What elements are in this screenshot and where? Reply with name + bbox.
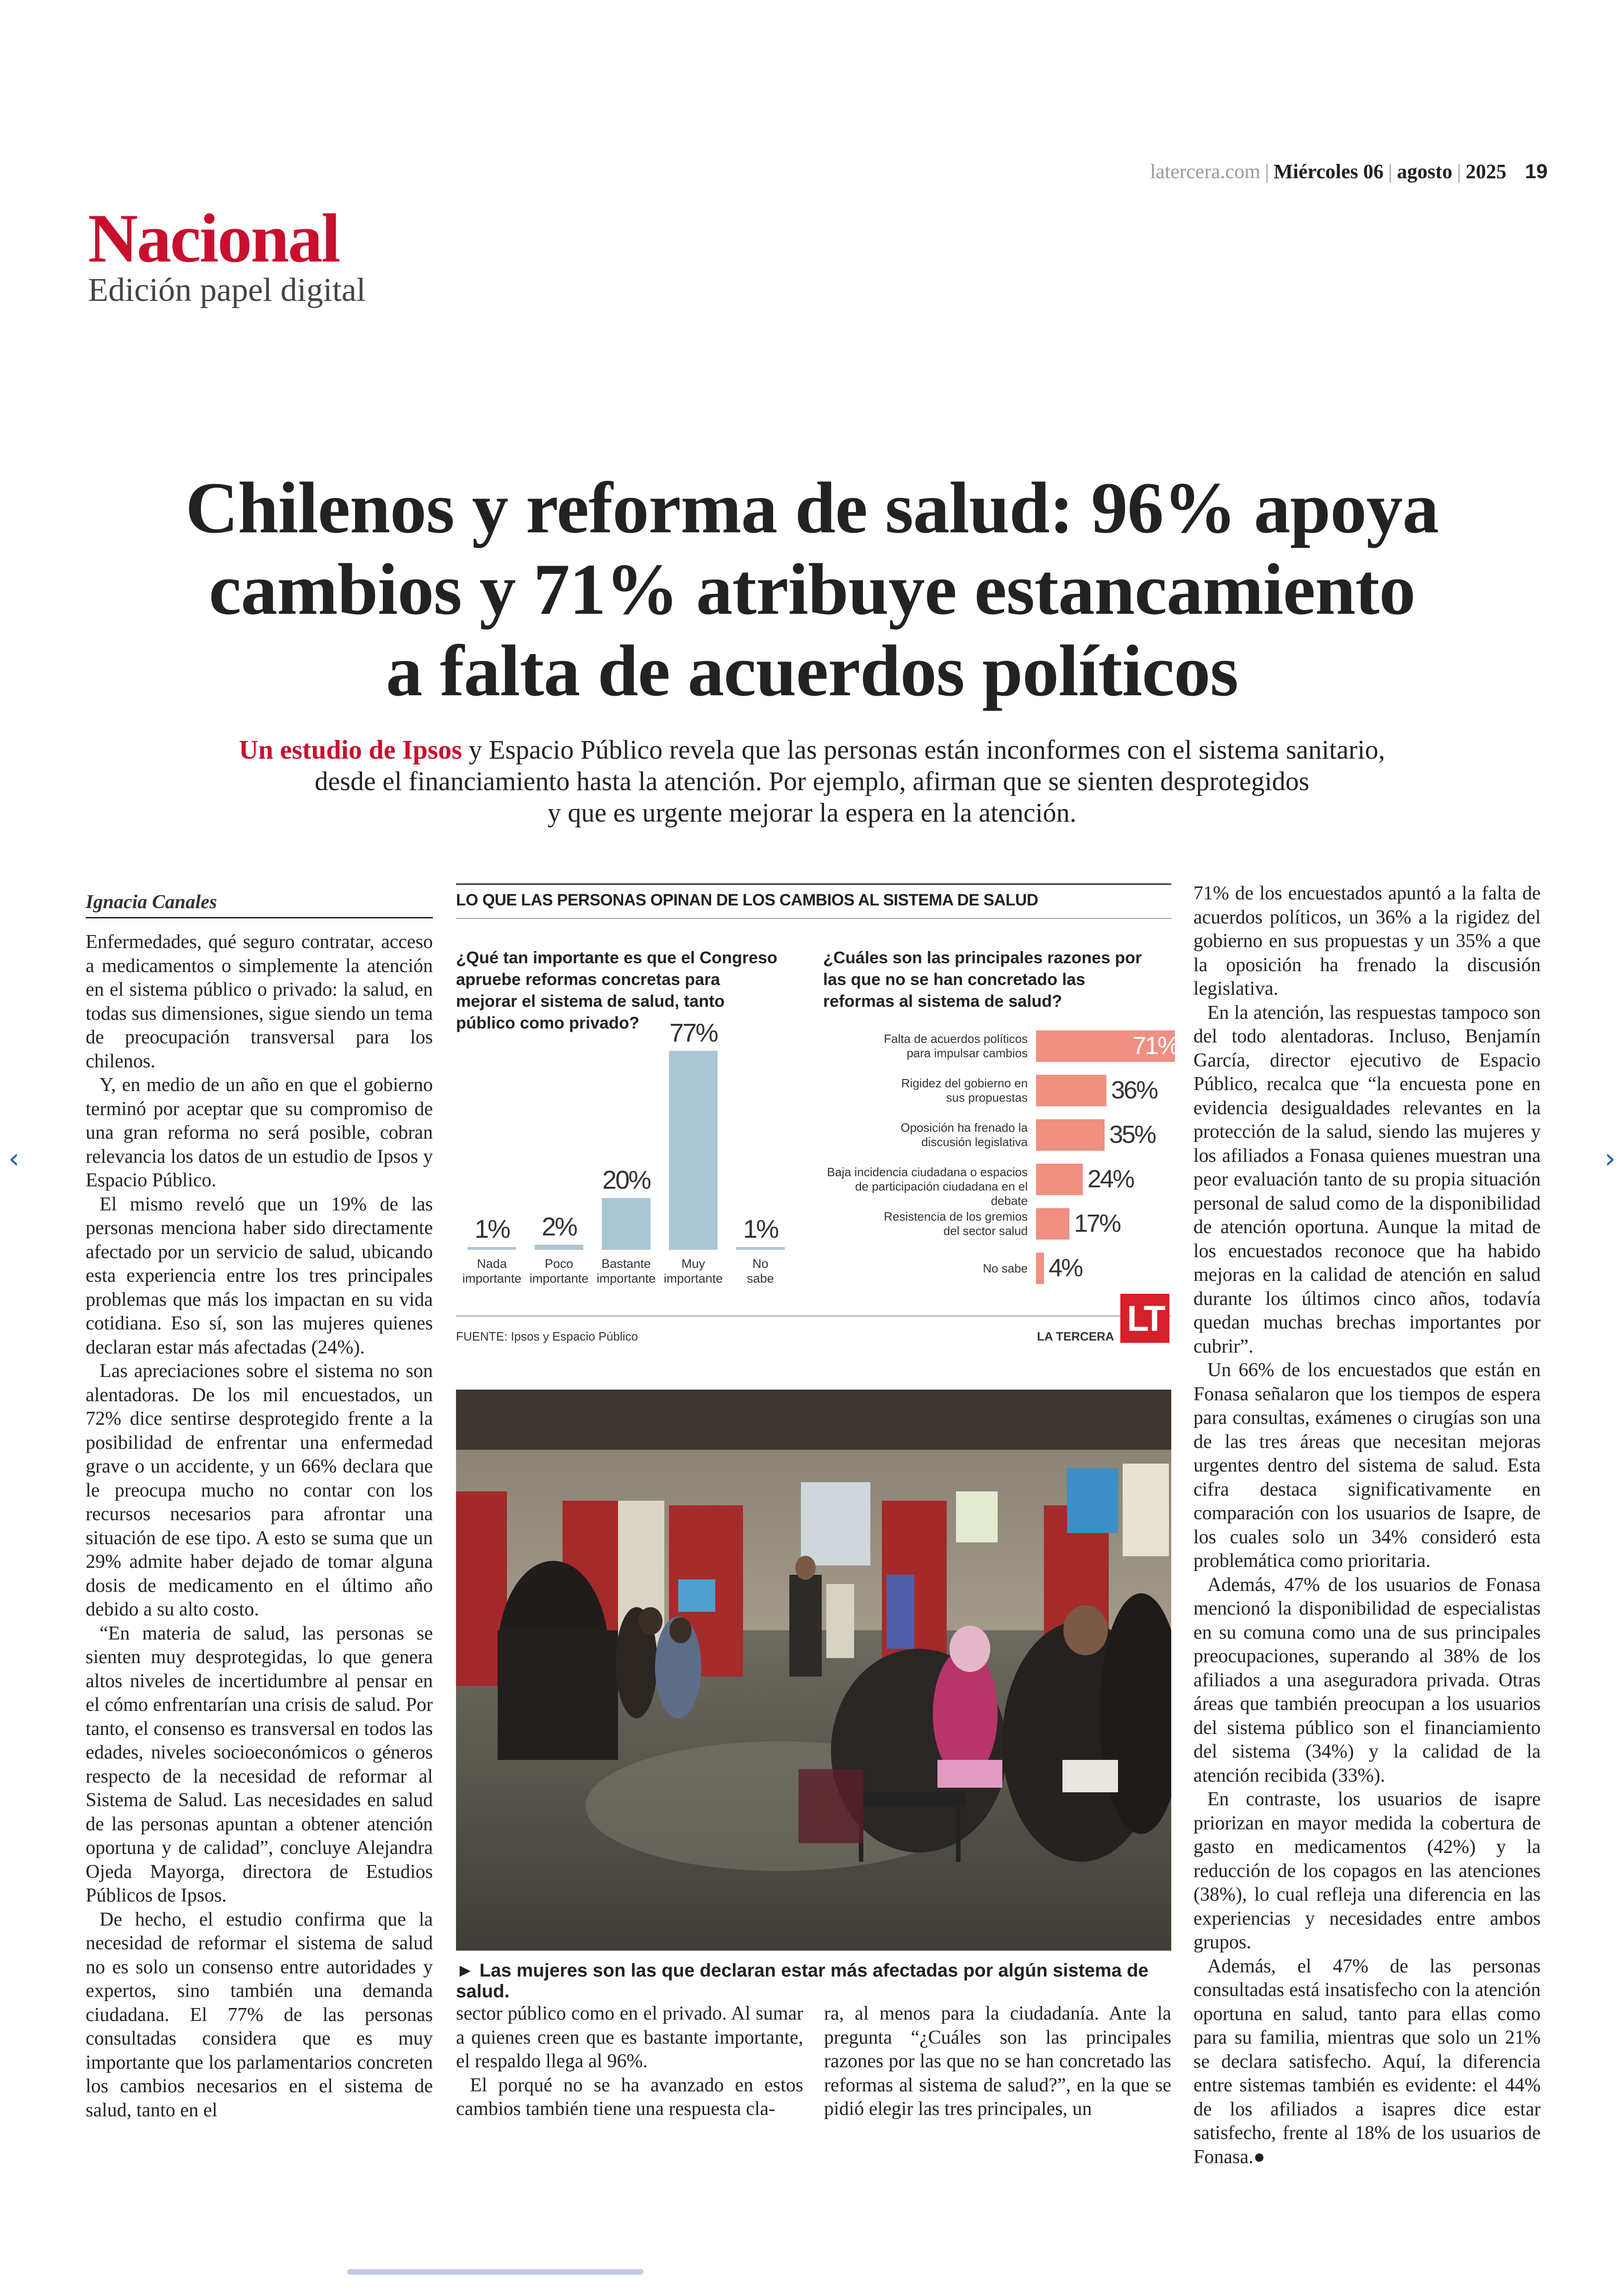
chart2-bar — [1036, 1075, 1106, 1106]
page-header-line: latercera.com | Miércoles 06 | agosto | 2025 19 — [1150, 160, 1548, 183]
chart1-value-label: 77% — [669, 1018, 718, 1047]
chart1-bar — [602, 1198, 650, 1250]
chart2-category-line: Rigidez del gobierno en — [901, 1076, 1028, 1090]
paragraph: Y, en medio de un año en que el gobierno terminó por aceptar que su compromiso de una gran reforma no será posible, cobran relevancia los datos de un estudio de Ipsos y Espacio Público. — [86, 1074, 433, 1191]
paragraph: En contraste, los usuarios de isapre priorizan en mayor medida la cobertura de gasto en medicamentos (42%) y la reducción de los copagos en las atenciones (38%), lo cual refleja una diferencia en las experiencias y necesidades entre ambos grupos. — [1193, 1789, 1541, 1953]
scroll-progress-bar[interactable] — [347, 2269, 643, 2275]
paragraph: “En materia de salud, las personas se sienten muy desprotegidas, lo que genera altos niveles de incertidumbre al pensar en el cómo enfrentarían una crisis de salud. Por tanto, el consenso es transversal en todos las edades, niveles socioeconómicos o géneros respecto de la necesidad de reformar al Sistema de Salud. Las necesidades en salud de las personas apuntan a obtener atención oportuna y de calidad”, concluye Alejandra Ojeda Mayorga, directora de Estudios Públicos de Ipsos. — [86, 1622, 433, 1906]
chart1-bar — [468, 1247, 516, 1250]
waiting-room-photo — [456, 1390, 1171, 1951]
paragraph-text: Además, el 47% de las personas consultadas está insatisfecho con la atención oportuna en salud, tanto para ellas como para su familia, mientras que solo un 21% se declara satisfecho. Aquí, la diferencia entre sistemas también es evidente: el 44% de los afiliados a isapres dice estar satisfecho, frente al 18% de los usuarios de Fonasa. — [1193, 1955, 1541, 2168]
chart1-value-label: 1% — [743, 1214, 778, 1243]
chart2-category-line: de participación ciudadana en el debate — [855, 1179, 1028, 1208]
chart1-category-line: Nada — [477, 1257, 507, 1271]
chart1-bar — [535, 1245, 583, 1250]
chart1-category-label — [659, 1256, 728, 1286]
paragraph: El mismo reveló que un 19% de las personas menciona haber sido directamente afectado por un servicio de salud, ubicando esta experiencia entre los tres principales problemas que más los impactan en su vida cotidiana. Eso sí, son las mujeres quienes declaran estar más afectadas (24%). — [86, 1193, 433, 1358]
chart1-category-line: No — [752, 1257, 768, 1271]
chart2-value-label: 4% — [1049, 1254, 1082, 1282]
edition-label: Edición papel digital — [88, 271, 366, 308]
chart2-bar — [1036, 1119, 1105, 1151]
infographic-top-rule — [456, 883, 1171, 885]
deck-text: desde el financiamiento hasta la atención. Por ejemplo, afirman que se sienten desprotegidos — [314, 766, 1310, 796]
section-title: Nacional — [88, 200, 339, 277]
chart1-category-label — [525, 1256, 594, 1286]
chart1-category-line: sabe — [747, 1272, 774, 1285]
header-year: 2025 — [1466, 160, 1507, 183]
paragraph: Las apreciaciones sobre el sistema no son alentadoras. De los mil encuestados, un 72% dice sentirse desprotegido frente a la posibilidad de enfrentar una enfermedad grave o un accidente, y un 66% declara que le preocupa mucho no contar con los recursos necesarios para afrontar una situación de ese tipo. A esto se suma que un 29% admite haber dejado de tomar alguna dosis de medicamento en el último año debido a su alto costo. — [86, 1360, 433, 1620]
paragraph: De hecho, el estudio confirma que la necesidad de reformar el sistema de salud no es solo un consenso entre autoridades y expertos, sino también una demanda ciudadana. El 77% de las personas consultadas considera que es muy importante que los parlamentarios concreten los cambios necesarios en el sistema de salud, tanto en el — [86, 1908, 433, 2121]
chart2-bar — [1036, 1208, 1069, 1240]
chart1-category-label — [457, 1256, 527, 1286]
chart2-category-line: Falta de acuerdos políticos — [884, 1032, 1028, 1046]
chart1-category-label — [592, 1256, 661, 1286]
paragraph: ra, al menos para la ciudadanía. Ante la pregunta “¿Cuáles son las principales razones por las que no se han concretado las reformas al sistema de salud?”, en la que se pidió elegir las tres principales, un — [824, 2003, 1171, 2120]
chart1-category-line: importante — [529, 1272, 589, 1285]
article-photo — [456, 1390, 1171, 1951]
next-page-arrow[interactable]: › — [1605, 1142, 1616, 1175]
paragraph: sector público como en el privado. Al sumar a quienes creen que es bastante importante, el respaldo llega al 96%. — [456, 2003, 803, 2072]
chart2-question: ¿Cuáles son las principales razones por las que no se han concretado las reformas al sistema de salud? — [823, 948, 1142, 1010]
chart2-value-label: 17% — [1074, 1210, 1120, 1237]
headline-line: a falta de acuerdos políticos — [386, 630, 1238, 711]
article-column-3 — [824, 2002, 1171, 2121]
chart2-category-line: del sector salud — [943, 1224, 1028, 1238]
deck — [153, 734, 1471, 829]
paragraph: Enfermedades, qué seguro contratar, acceso a medicamentos o simplemente la atención en el sistema público o privado: la salud, en todas sus dimensiones, sigue siendo un tema de preocupación transversal para los chilenos. — [86, 931, 433, 1072]
paragraph — [1193, 1955, 1541, 2170]
chart2-category-line: No sabe — [983, 1261, 1028, 1275]
chart2-value-label: 71% — [1132, 1032, 1179, 1060]
chart2-category-line: Resistencia de los gremios — [884, 1210, 1028, 1223]
chart1-category-line: Poco — [544, 1257, 574, 1271]
chart2-category-label — [819, 1261, 1028, 1276]
infographic-title: LO QUE LAS PERSONAS OPINAN DE LOS CAMBIOS AL SISTEMA DE SALUD — [456, 891, 1171, 919]
chart2-category-line: sus propuestas — [946, 1091, 1028, 1104]
chart1-value-label: 1% — [475, 1214, 509, 1243]
page-number: 19 — [1525, 160, 1548, 183]
site-name: latercera.com — [1150, 160, 1261, 183]
chart1-value-label: 2% — [542, 1212, 576, 1241]
chart2-category-line: para impulsar cambios — [906, 1046, 1028, 1060]
chart2-bar — [1036, 1164, 1083, 1195]
importance-bar-chart — [456, 1018, 808, 1296]
headline-line: cambios y 71% atribuye estancamiento — [209, 549, 1415, 630]
chart1-bar — [669, 1051, 718, 1250]
header-month: agosto — [1397, 160, 1453, 183]
article-column-2 — [456, 2002, 803, 2121]
paragraph: Un 66% de los encuestados que están en Fonasa señalaron que los tiempos de espera para consultas, exámenes o cirugías son una de las tres áreas que necesitan mejoras urgentes dentro del sistema de salud. Esta cifra destaca significativamente en comparación con los usuarios de Isapre, de los cuales solo un 34% consideró esta problemática como prioritaria. — [1193, 1360, 1541, 1572]
la-tercera-logo: LT — [1120, 1294, 1169, 1343]
previous-page-arrow[interactable]: ‹ — [8, 1142, 19, 1175]
paragraph: El porqué no se ha avanzado en estos cambios también tiene una respuesta cla- — [456, 2074, 803, 2120]
photo-caption: ► Las mujeres son las que declaran estar más afectadas por algún sistema de salud. — [456, 1960, 1149, 2002]
chart1-category-line: importante — [462, 1272, 522, 1285]
chart1-category-line: importante — [596, 1272, 656, 1285]
deck-kicker: Un estudio de Ipsos — [239, 735, 462, 765]
reasons-bar-chart — [823, 1018, 1179, 1296]
paragraph: Además, 47% de los usuarios de Fonasa mencionó la disponibilidad de especialistas en su comuna como una de sus principales preocupaciones, superando al 38% de los afiliados a una aseguradora privada. Otras áreas que también preocupan a los usuarios del sistema público son el financiamiento del sistema (34%) y la calidad de la atención recibida (33%). — [1193, 1574, 1541, 1786]
article-column-1 — [86, 930, 433, 2122]
chart2-category-line: discusión legislativa — [921, 1135, 1028, 1149]
chart2-category-label — [819, 1121, 1028, 1149]
paragraph: En la atención, las respuestas tampoco son del todo alentadoras. Incluso, Benjamín García, director ejecutivo de Espacio Público, recalca que “la encuesta pone en evidencia desigualdades relevantes en la protección de la salud, siendo las mujeres y los afiliados a Fonasa quienes muestran una peor evaluación tanto de su propia situación personal de salud como de la disponibilidad de atención oportuna. Aunque la mitad de los encuestados reconoce que ha habido mejoras en la calidad de atención en salud durante los últimos cinco años, todavía quedan muchas brechas importantes por cubrir”. — [1193, 1002, 1541, 1357]
chart2-category-line: Baja incidencia ciudadana o espacios — [827, 1165, 1028, 1179]
byline: Ignacia Canales — [86, 891, 433, 918]
chart1-category-line: Bastante — [601, 1257, 651, 1271]
chart1-bar — [736, 1247, 785, 1250]
chart2-value-label: 36% — [1111, 1076, 1157, 1104]
chart1-category-line: importante — [663, 1272, 723, 1285]
chart2-category-label — [819, 1210, 1028, 1238]
chart2-value-label: 35% — [1109, 1121, 1156, 1148]
chart2-category-label — [819, 1032, 1028, 1060]
headline — [83, 468, 1541, 712]
chart1-category-label — [726, 1256, 795, 1286]
chart1-category-line: Muy — [681, 1257, 705, 1271]
source-note: FUENTE: Ipsos y Espacio Público — [456, 1329, 638, 1343]
chart1-value-label: 20% — [602, 1165, 650, 1194]
chart2-category-label — [819, 1165, 1028, 1208]
deck-text: y que es urgente mejorar la espera en la atención. — [547, 798, 1077, 828]
chart2-bar — [1036, 1253, 1044, 1284]
header-day: Miércoles 06 — [1274, 160, 1384, 183]
chart1-question: ¿Qué tan importante es que el Congreso apruebe reformas concretas para mejorar el sistema de salud, tanto público como privado? — [456, 948, 778, 1032]
chart2-category-label — [819, 1076, 1028, 1105]
chart2-category-line: Oposición ha frenado la — [900, 1121, 1028, 1135]
brand-label: LA TERCERA — [1037, 1329, 1114, 1343]
article-column-4 — [1193, 882, 1541, 2169]
headline-line: Chilenos y reforma de salud: 96% apoya — [185, 468, 1439, 549]
chart2-value-label: 24% — [1087, 1165, 1134, 1193]
deck-text: y Espacio Público revela que las personas están inconformes con el sistema sanitario, — [462, 735, 1385, 765]
paragraph: 71% de los encuestados apuntó a la falta de acuerdos políticos, un 36% a la rigidez del gobierno en sus propuestas y un 35% a que la oposición ha frenado la discusión legislativa. — [1193, 883, 1541, 999]
end-mark: ● — [1253, 2146, 1265, 2168]
